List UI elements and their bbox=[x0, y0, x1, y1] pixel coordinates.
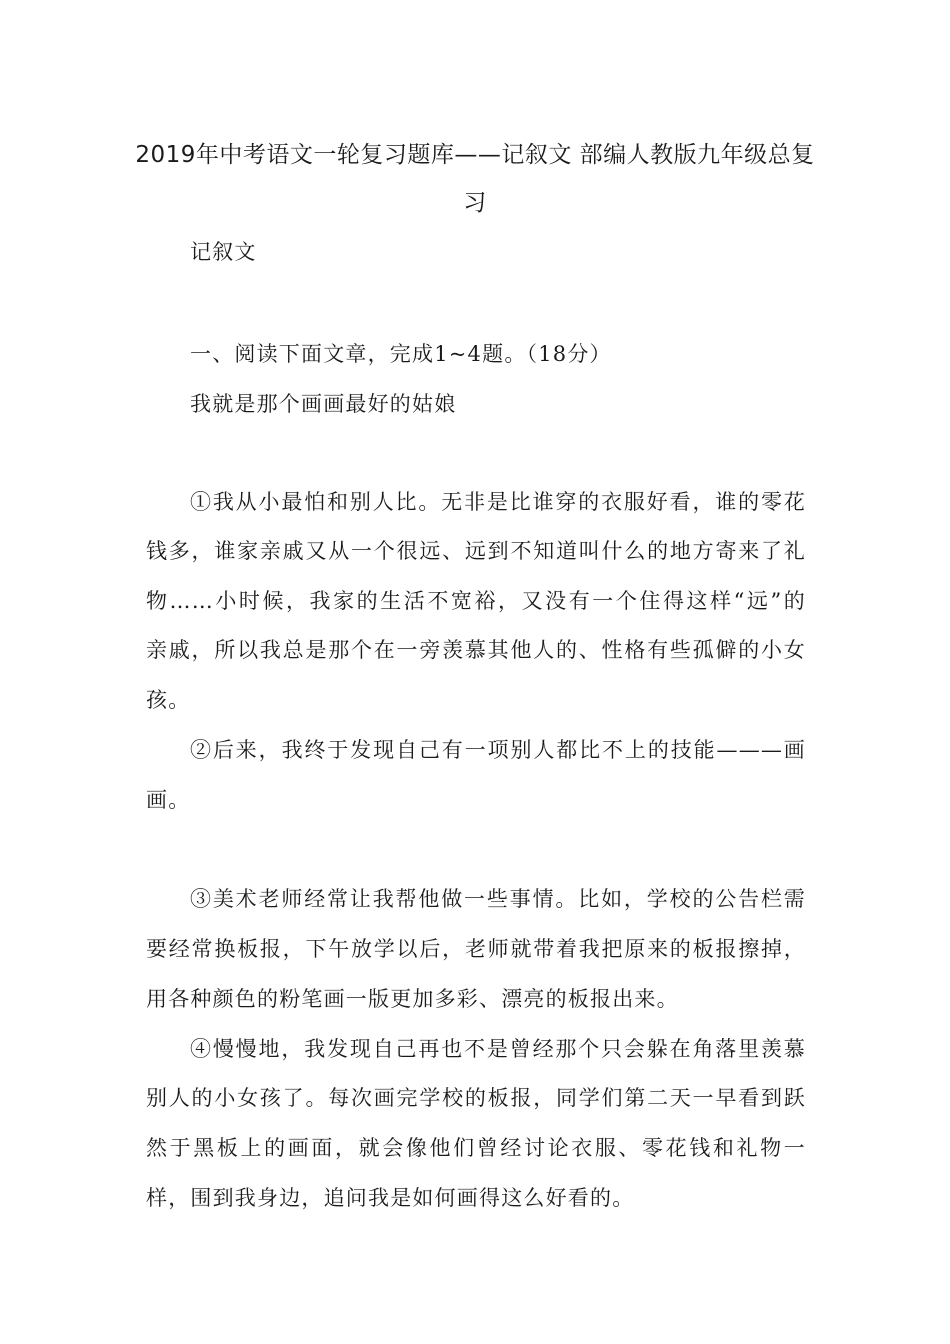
paragraph-4-line-3: 然于黑板上的画面，就会像他们曾经讨论衣服、零花钱和礼物一 bbox=[146, 1136, 806, 1160]
paragraph-1-line-5: 孩。 bbox=[146, 688, 191, 712]
paragraph-3-line-1: ③美术老师经常让我帮他做一些事情。比如，学校的公告栏需 bbox=[190, 887, 806, 911]
paragraph-4-line-4: 样，围到我身边，追问我是如何画得这么好看的。 bbox=[146, 1186, 635, 1210]
paragraph-2-line-1: ②后来，我终于发现自己有一项别人都比不上的技能———画 bbox=[190, 738, 806, 762]
question-heading: 一、阅读下面文章，完成1~4题。（18分） bbox=[190, 342, 612, 366]
section-label: 记叙文 bbox=[190, 240, 257, 264]
paragraph-1-line-3: 物……小时候，我家的生活不宽裕，又没有一个住得这样“远”的 bbox=[146, 589, 806, 613]
paragraph-4-line-2: 别人的小女孩了。每次画完学校的板报，同学们第二天一早看到跃 bbox=[146, 1086, 806, 1110]
paragraph-1-line-1: ①我从小最怕和别人比。无非是比谁穿的衣服好看，谁的零花 bbox=[190, 490, 806, 514]
paragraph-1-line-2: 钱多，谁家亲戚又从一个很远、远到不知道叫什么的地方寄来了礼 bbox=[146, 539, 806, 563]
document-title-line-1: 2019年中考语文一轮复习题库——记叙文 部编人教版九年级总复 bbox=[135, 142, 815, 168]
paragraph-3-line-3: 用各种颜色的粉笔画一版更加多彩、漂亮的板报出来。 bbox=[146, 987, 679, 1011]
document-title-line-2: 习 bbox=[463, 190, 487, 216]
paragraph-4-line-1: ④慢慢地，我发现自己再也不是曾经那个只会躲在角落里羡慕 bbox=[190, 1037, 806, 1061]
article-title: 我就是那个画画最好的姑娘 bbox=[190, 392, 457, 416]
paragraph-1-line-4: 亲戚，所以我总是那个在一旁羡慕其他人的、性格有些孤僻的小女 bbox=[146, 638, 806, 662]
paragraph-3-line-2: 要经常换板报，下午放学以后，老师就带着我把原来的板报擦掉， bbox=[146, 937, 806, 961]
paragraph-2-line-2: 画。 bbox=[146, 788, 191, 812]
